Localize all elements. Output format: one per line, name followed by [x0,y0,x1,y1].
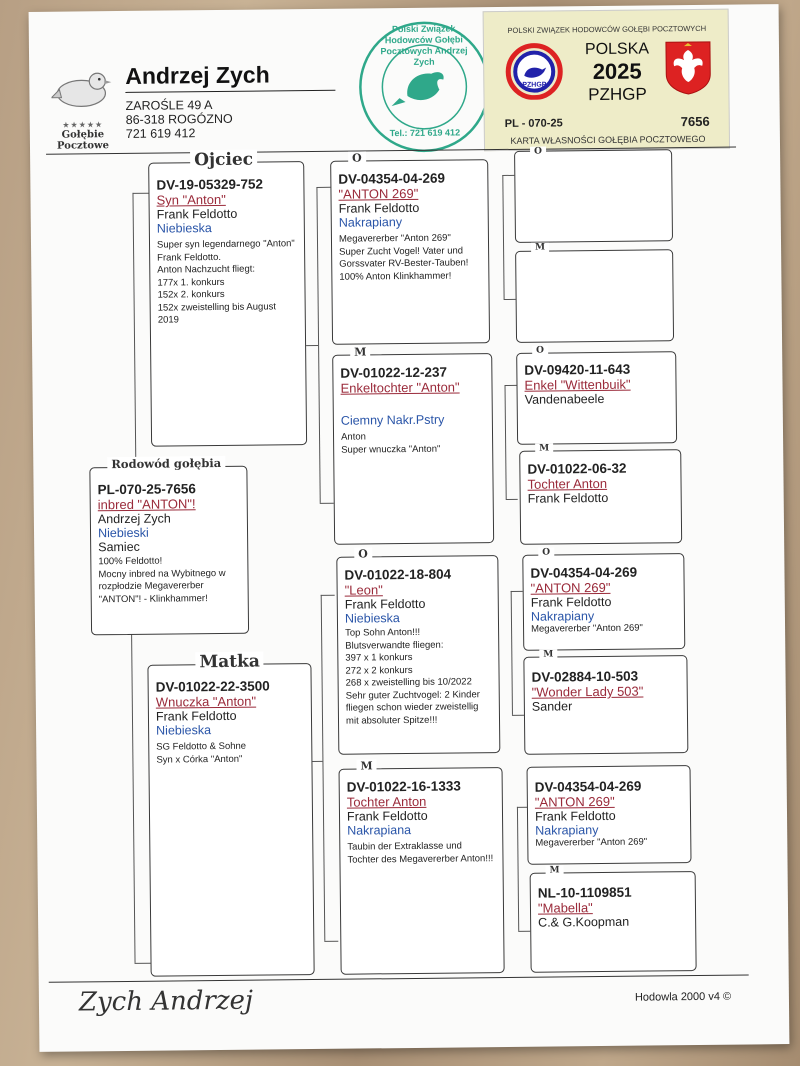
mf-label: O [354,547,372,560]
mfm-label: M [539,649,557,659]
mff-color: Nakrapiany [530,609,595,624]
polish-eagle [662,38,715,97]
ffo-label: O [530,147,546,157]
mother-name: Wnuczka "Anton" [155,693,257,710]
pedigree-label: Rodowód gołębia [107,456,225,471]
card-logo-label: PZHGP [522,81,547,89]
mm-card [339,767,505,975]
father-breeder: Frank Feldotto [156,206,238,222]
mfm-name: "Wonder Lady 503" [531,683,644,700]
mother-ring: DV-01022-22-3500 [155,678,270,695]
club-stamp [355,17,494,156]
ff-notes: Megavererber "Anton 269" Super Zucht Vogel! Vater und Gorssvater RV-Bester-Tauben! 100% Anton Klinkhammer! [338,232,469,283]
card-assoc: PZHGP [588,84,647,105]
card-country: POLSKA [584,40,650,59]
mf-card [336,555,500,755]
card-bottom-text: KARTA WŁASNOŚCI GOŁĘBIA POCZTOWEGO [510,133,706,146]
fm-card [332,353,494,545]
mm-name: Tochter Anton [346,793,427,810]
father-label: Ojciec [190,150,257,171]
pedigree-sheet [29,4,790,1052]
mff-breeder: Frank Feldotto [530,594,612,610]
fmm-label: M [535,443,553,453]
address-line-1: ZAROŚLE 49 A [125,98,213,113]
mmf-notes: Megavererber "Anton 269" [535,836,648,849]
ff-name: "ANTON 269" [338,185,419,202]
mfm-card [523,655,688,755]
software-credit: Hodowla 2000 v4 © [634,990,732,1004]
mother-notes: SG Feldotto & Sohne Syn x Córka "Anton" [156,740,247,766]
mother-label: Matka [195,652,264,673]
mf-name: "Leon" [344,582,383,598]
mmf-ring: DV-04354-04-269 [534,778,642,795]
fmf-breeder: Vandenabeele [524,391,605,407]
subject-name: inbred "ANTON"! [97,496,196,513]
signature: Zych Andrzej [78,985,254,1018]
ffm-label: M [531,243,549,253]
mfm-ring: DV-02884-10-503 [531,668,639,685]
mother-breeder: Frank Feldotto [155,708,237,724]
fm-notes: Anton Super wnuczka "Anton" [340,431,441,456]
mm-label: M [356,759,376,772]
address-line-2: 86-318 ROGÓZNO [125,111,233,127]
mmm-card [530,871,697,973]
mother-color: Niebieska [156,723,212,738]
stamp-phone: Tel.: 721 619 412 [389,127,461,139]
ff-card [330,159,490,345]
father-card [148,161,307,447]
fmm-card [519,449,682,545]
subject-breeder: Andrzej Zych [97,511,171,527]
mfm-breeder: Sander [531,699,573,714]
mff-ring: DV-04354-04-269 [530,564,638,581]
pigeon-logo-icon [51,63,114,116]
breeder-name: Andrzej Zych [125,61,335,93]
subject-notes: 100% Feldotto! Mocny inbred na Wybitnego w rozpłodzie Megavererber "ANTON"! - Klinkhammer! [98,555,226,605]
ff-ring: DV-04354-04-269 [338,170,445,187]
fmf-label: O [532,346,548,356]
father-ring: DV-19-05329-752 [156,176,264,193]
mmf-card [527,765,692,865]
ffo-card [514,149,673,243]
subject-sex: Samiec [98,539,140,555]
stamp-ring-text: Polski Związek Hodowców Gołębi Pocztowych Andrzej Zych [380,23,468,67]
father-color: Niebieska [156,221,212,236]
card-logo [502,41,567,100]
logo-stars: ★★★★★ [62,120,104,130]
mff-card [522,553,685,651]
card-ring: PL - 070-25 [504,117,563,130]
subject-card [89,466,249,636]
mf-notes: Top Sohn Anton!!! Blutsverwandte fliegen: 397 x 1 konkurs 272 x 2 konkurs 268 x zweistelling bis 10/2022 Sehr guter Zuchtvogel: 2 Kinder fliegen schon wieder zweistellig mit absoluter Spitze!!! [345,626,480,727]
card-year: 2025 [592,58,642,85]
fmf-ring: DV-09420-11-643 [524,361,631,378]
mmf-breeder: Frank Feldotto [534,808,616,824]
mmf-color: Nakrapiany [535,823,599,838]
mmm-ring: NL-10-1109851 [537,884,632,901]
mm-notes: Taubin der Extraklasse und Tochter des Megavererber Anton!!! [347,840,494,866]
fm-color: Ciemny Nakr.Pstry [340,412,445,428]
subject-ring: PL-070-25-7656 [97,481,196,498]
mf-breeder: Frank Feldotto [344,596,426,612]
subject-color: Niebieski [97,525,149,541]
ownership-card [483,9,730,152]
fm-name: Enkeltochter "Anton" [340,379,460,396]
mmm-name: "Mabella" [537,900,593,916]
logo-text-2: Pocztowe [56,140,110,152]
mf-ring: DV-01022-18-804 [344,566,452,583]
father-name: Syn "Anton" [156,191,226,208]
fmm-breeder: Frank Feldotto [527,490,609,506]
mm-ring: DV-01022-16-1333 [346,778,461,795]
logo-text-1: Gołębie [61,129,105,141]
fm-label: M [350,345,370,358]
mff-name: "ANTON 269" [530,579,611,596]
fmm-ring: DV-01022-06-32 [527,460,627,477]
mm-breeder: Frank Feldotto [346,808,428,824]
fmf-name: Enkel "Wittenbuik" [524,376,631,393]
fm-breeder [341,394,485,410]
mmf-name: "ANTON 269" [534,793,615,810]
mff-notes: Megavererber "Anton 269" [531,622,643,635]
logo [51,63,114,152]
mff-label: O [538,547,554,557]
ff-label: O [348,151,366,164]
breeder-header [125,61,336,141]
eagle-emblem-icon [662,38,715,97]
phone: 721 619 412 [125,126,196,141]
mother-card [147,663,314,977]
fmm-name: Tochter Anton [527,475,608,492]
father-notes: Super syn legendarnego "Anton" Frank Feldotto. Anton Nachzucht fliegt: 177x 1. konkurs 152x 2. konkurs 152x zweistelling bis August 2019 [156,238,295,326]
ff-color: Nakrapiany [338,215,403,230]
fmf-card [516,351,677,445]
mf-color: Niebieska [344,611,400,626]
ff-breeder: Frank Feldotto [338,200,420,216]
mm-color: Nakrapiana [347,822,412,838]
card-top-text: POLSKI ZWIĄZEK HODOWCÓW GOŁĘBI POCZTOWYCH [507,23,707,35]
pzhgp-logo-icon [502,41,567,100]
card-number: 7656 [680,113,710,130]
mmm-breeder: C.& G.Koopman [538,914,630,930]
fm-ring: DV-01022-12-237 [340,364,448,381]
ffm-card [515,249,674,343]
mmm-label: M [546,865,564,875]
